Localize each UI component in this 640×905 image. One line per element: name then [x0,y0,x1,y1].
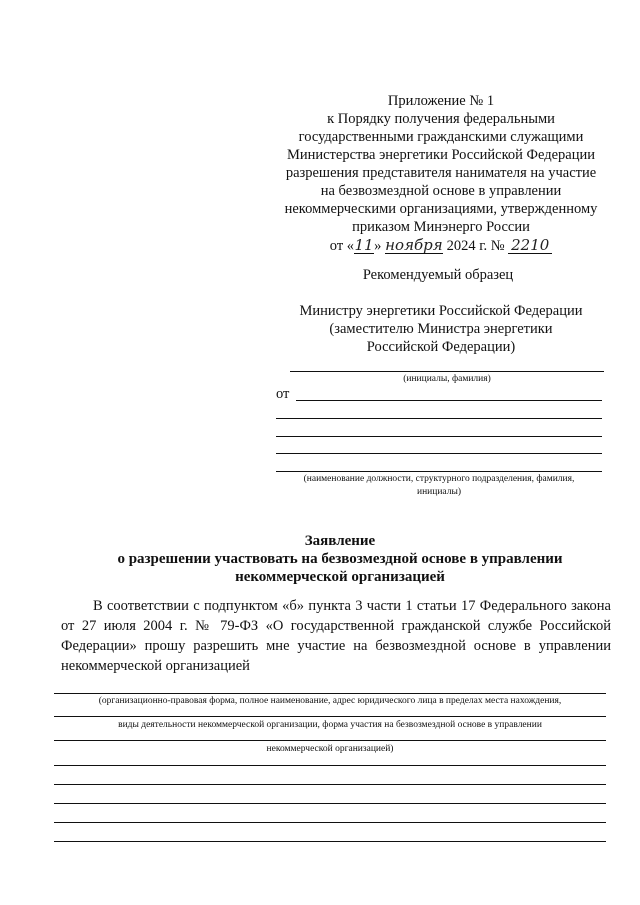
handwritten-month: ноября [385,236,443,254]
statement-title [40,532,640,586]
date-prefix: от « [329,238,355,254]
initials-note: (инициалы, фамилия) [403,374,491,384]
organization-fill-line[interactable] [54,716,606,717]
initials-fill-line[interactable] [290,371,604,372]
organization-note: некоммерческой организацией) [266,744,394,754]
organization-fill-line[interactable] [54,803,606,804]
date-quote: » [374,238,382,254]
date-year: 2024 г. № [446,238,505,254]
annex-line: разрешения представителя нанимателя на участие [285,165,597,181]
annex-line: на безвозмездной основе в управлении [320,183,562,199]
addressee-block [276,302,606,356]
handwritten-day: 11 [354,236,374,254]
organization-fill-line[interactable] [54,784,606,785]
organization-fill-line[interactable] [54,822,606,823]
annex-line: приказом Минэнерго России [352,219,530,235]
recommended-sample-label: Рекомендуемый образец [362,267,514,283]
sender-fill-line[interactable] [276,436,602,437]
annex-line: Приложение № 1 [387,93,495,109]
organization-fill-line[interactable] [54,740,606,741]
annex-line: некоммерческими организациями, утвержденному [284,201,598,217]
organization-fill-line[interactable] [54,765,606,766]
from-label: от [276,386,290,402]
annex-line: Министерства энергетики Российской Федерации [286,147,596,163]
organization-fill-line[interactable] [54,693,606,694]
addressee-line: Министру энергетики Российской Федерации [299,303,583,319]
addressee-line: Российской Федерации) [366,339,516,355]
handwritten-order-number: 2210 [508,238,552,254]
title-line: Заявление [304,533,376,549]
title-line: некоммерческой организацией [235,569,445,585]
statement-body: В соответствии с подпунктом «б» пункта 3 части 1 статьи 17 Федерального закона от 27 июля 2004 г. № 79-ФЗ «О государственной гражданской службе Российской Федерации» прошу разрешить мне участие на безвозмездной основе в управлении некоммерческой организацией [61,598,611,674]
order-date-line [268,237,614,255]
sender-note [274,473,604,499]
addressee-line: (заместителю Министра энергетики [329,321,553,337]
annex-line: государственными гражданскими служащими [298,129,584,145]
organization-note: виды деятельности некоммерческой организации, форма участия на безвозмездной основе в управлении [118,720,542,730]
title-line: о разрешении участвовать на безвозмездной основе в управлении [117,551,563,567]
sender-fill-line[interactable] [276,471,602,472]
annex-header [268,92,614,255]
sender-fill-line[interactable] [276,453,602,454]
sender-note-line: инициалы) [416,487,461,497]
sender-fill-line[interactable] [296,400,602,401]
annex-line: к Порядку получения федеральными [327,111,555,127]
organization-fill-line[interactable] [54,841,606,842]
organization-note: (организационно-правовая форма, полное наименование, адрес юридического лица в пределах места нахождения, [98,696,562,706]
sender-note-line: (наименование должности, структурного подразделения, фамилия, [303,474,575,484]
sender-fill-line[interactable] [276,418,602,419]
